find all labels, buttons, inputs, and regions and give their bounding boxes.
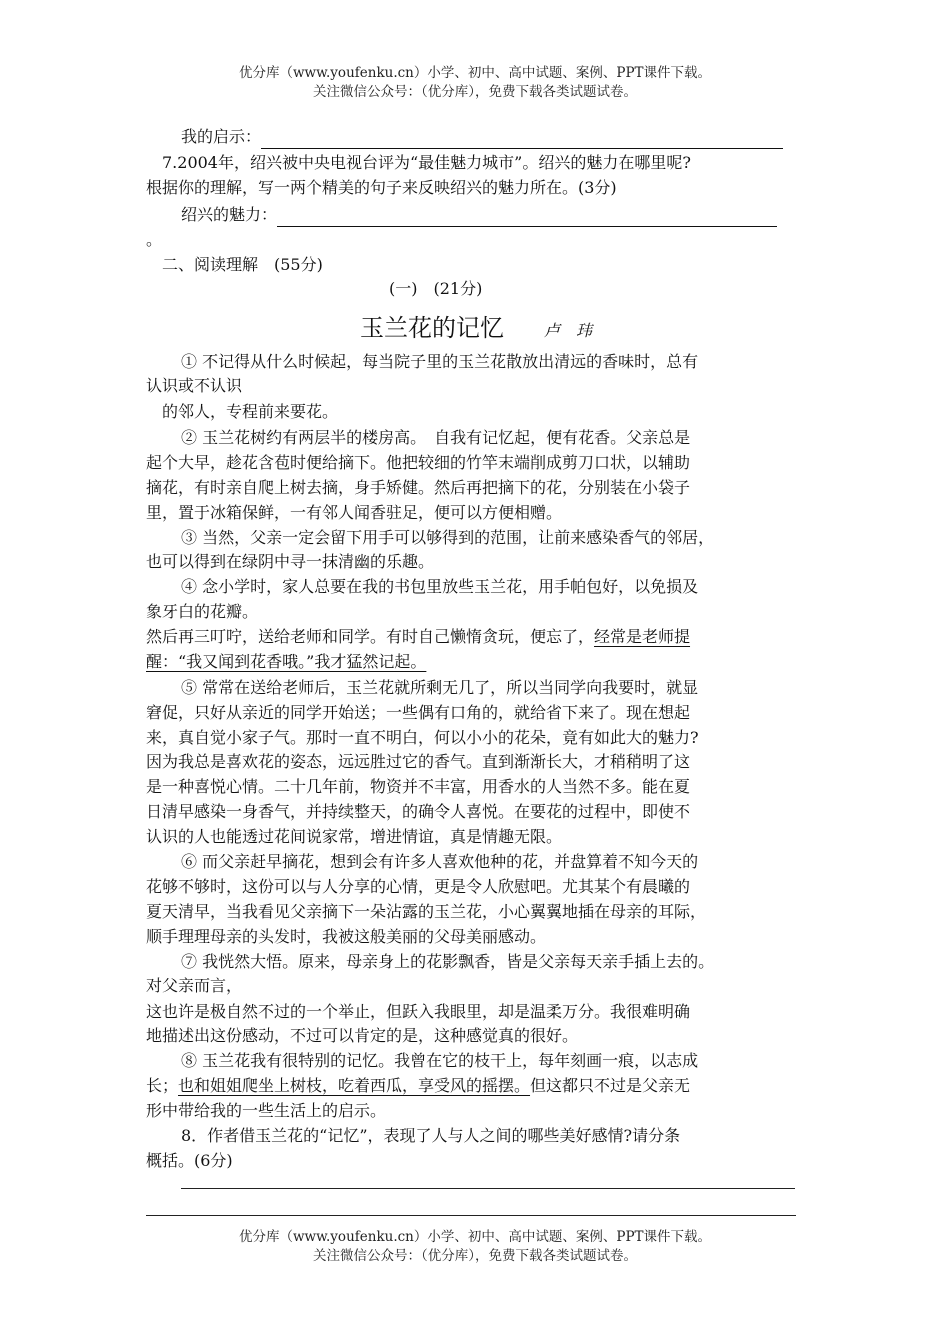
article-line: 因为我总是喜欢花的姿态，远远胜过它的香气。直到渐渐长大，才稍稍明了这 [146, 752, 691, 771]
enlightenment-label: 我的启示： [181, 127, 262, 146]
header-line-2: 关注微信公众号：（优分库），免费下载各类试题试卷。 [313, 84, 637, 100]
article-line: ⑥ 而父亲赶早摘花，想到会有许多人喜欢他种的花，并盘算着不知今天的 [181, 852, 699, 871]
article-title-row [146, 312, 806, 347]
charm-label: 绍兴的魅力： [181, 205, 278, 224]
article-line [146, 650, 426, 674]
underlined-sentence: 也和姐姐爬坐上树枝，吃着西瓜，享受风的摇摆。 [178, 1076, 531, 1095]
footer-divider [146, 1215, 796, 1216]
article-line: 也可以得到在绿阴中寻一抹清幽的乐趣。 [146, 552, 435, 571]
article-line: 认识的人也能透过花间说家常，增进情谊，真是情趣无限。 [146, 827, 563, 846]
article-line: 认识或不认识 [146, 376, 243, 395]
article-line: 顺手理理母亲的头发时，我被这般美丽的父母美丽感动。 [146, 927, 547, 946]
q8-line-2: 概括。(6分) [146, 1151, 233, 1170]
article-title: 玉兰花的记忆 [359, 314, 504, 342]
page-header [0, 64, 950, 102]
article-line-underlined [146, 1074, 690, 1098]
charm-answer-blank[interactable] [277, 208, 777, 227]
article-text: 但这都只不过是父亲无 [530, 1076, 691, 1095]
enlightenment-answer-blank[interactable] [261, 130, 783, 149]
section-heading: 二、阅读理解 (55分) [162, 255, 323, 274]
article-line: 窘促，只好从亲近的同学开始送；一些偶有口角的，就给省下来了。现在想起 [146, 703, 691, 722]
article-line: 里，置于冰箱保鲜，一有邻人闻香驻足，便可以方便相赠。 [146, 503, 563, 522]
article-line: 地描述出这份感动，不过可以肯定的是，这种感觉真的很好。 [146, 1026, 579, 1045]
q8-answer-line[interactable] [181, 1188, 795, 1189]
article-line: 这也许是极自然不过的一个举止，但跃入我眼里，却是温柔万分。我很难明确 [146, 1002, 691, 1021]
article-line: ⑦ 我恍然大悟。原来，母亲身上的花影飘香，皆是父亲每天亲手插上去的。 [181, 952, 715, 971]
underlined-sentence: 经常是老师提 [594, 627, 691, 646]
article-line: 形中带给我的一些生活上的启示。 [146, 1101, 387, 1120]
article-line: 摘花，有时亲自爬上树去摘，身手矫健。然后再把摘下的花，分别装在小袋子 [146, 478, 691, 497]
article-line: 象牙白的花瓣。 [146, 602, 259, 621]
article-line: 的邻人，专程前来要花。 [162, 402, 339, 421]
article-line: ① 不记得从什么时候起，每当院子里的玉兰花散放出清远的香味时，总有 [181, 352, 699, 371]
article-text: 长； [146, 1076, 179, 1095]
q8-line-1: 8．作者借玉兰花的“记忆”，表现了人与人之间的哪些美好感情?请分条 [181, 1126, 681, 1145]
page-footer [0, 1228, 950, 1266]
underlined-sentence-end: 醒：“我又闻到花香哦。”我才猛然记起。 [146, 652, 427, 671]
article-author: 卢 玮 [543, 321, 592, 340]
article-line: 花够不够时，这份可以与人分享的心情，更是令人欣慰吧。尤其某个有晨曦的 [146, 877, 691, 896]
article-text: 然后再三叮咛，送给老师和同学。有时自己懒惰贪玩，便忘了， [146, 627, 595, 646]
footer-line-1: 优分库（www.youfenku.cn）小学、初中、高中试题、案例、PPT课件下载。 [238, 1229, 712, 1245]
article-line: ③ 当然，父亲一定会留下用手可以够得到的范围，让前来感染香气的邻居， [181, 528, 715, 547]
header-line-1: 优分库（www.youfenku.cn）小学、初中、高中试题、案例、PPT课件下载。 [238, 65, 712, 81]
q7-line-2: 根据你的理解，写一两个精美的句子来反映绍兴的魅力所在。(3分) [146, 178, 617, 197]
article-line: 夏天清早，当我看见父亲摘下一朵沾露的玉兰花，小心翼翼地插在母亲的耳际， [146, 902, 707, 921]
q7-line-1: 7.2004年，绍兴被中央电视台评为“最佳魅力城市”。绍兴的魅力在哪里呢? [162, 153, 691, 172]
article-line: ⑧ 玉兰花我有很特别的记忆。我曾在它的枝干上，每年刻画一痕，以志成 [181, 1051, 699, 1070]
article-line: 日清早感染一身香气，并持续整天，的确令人喜悦。在要花的过程中，即使不 [146, 802, 691, 821]
article-line: ② 玉兰花树约有两层半的楼房高。 自我有记忆起，便有花香。父亲总是 [181, 428, 691, 447]
article-line: ④ 念小学时，家人总要在我的书包里放些玉兰花，用手帕包好，以免损及 [181, 577, 699, 596]
article-line: ⑤ 常常在送给老师后，玉兰花就所剩无几了，所以当同学向我要时，就显 [181, 678, 699, 697]
charm-row [181, 203, 777, 227]
article-line: 来，真自觉小家子气。那时一直不明白，何以小小的花朵，竟有如此大的魅力? [146, 728, 699, 747]
charm-period: 。 [146, 230, 163, 249]
article-line: 起个大早，趁花含苞时便给摘下。他把较细的竹竿末端削成剪刀口状，以辅助 [146, 453, 691, 472]
article-line: 是一种喜悦心情。二十几年前，物资并不丰富，用香水的人当然不多。能在夏 [146, 777, 691, 796]
article-line: 对父亲而言， [146, 976, 243, 995]
section-sub-heading: (一) (21分) [389, 279, 483, 298]
enlightenment-row [181, 125, 783, 149]
footer-line-2: 关注微信公众号：（优分库），免费下载各类试题试卷。 [313, 1248, 637, 1264]
article-line-underlined-start [146, 625, 690, 649]
